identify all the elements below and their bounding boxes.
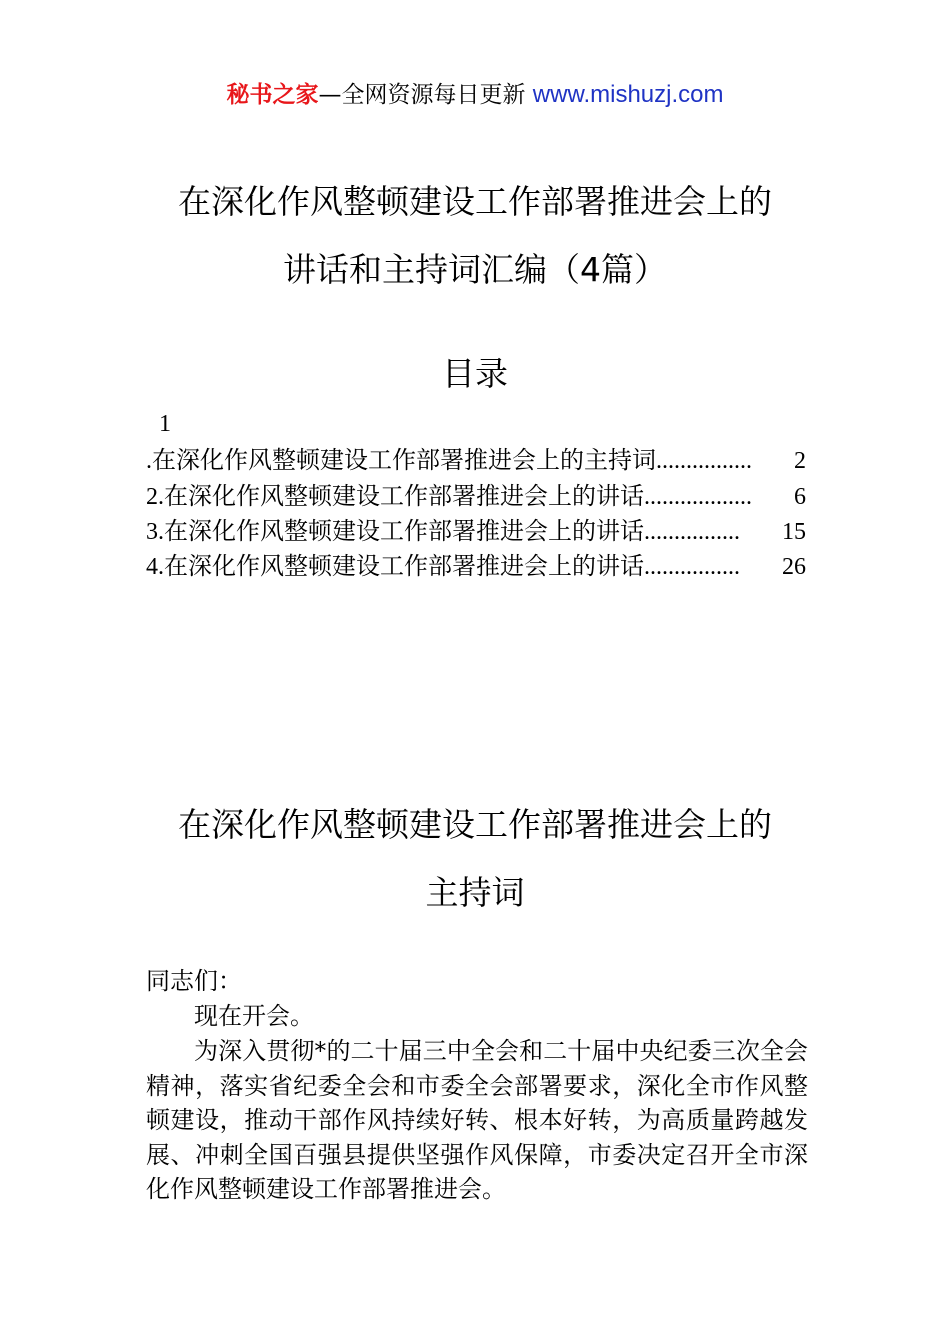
toc-heading: 目录 bbox=[442, 354, 508, 393]
toc-item[interactable] bbox=[146, 514, 806, 549]
toc-item[interactable] bbox=[146, 479, 806, 514]
document-title-line2: 讲话和主持词汇编（4篇） bbox=[283, 250, 667, 289]
toc-item-page: 6 bbox=[794, 484, 806, 510]
site-url[interactable]: www.mishuzj.com bbox=[532, 81, 724, 108]
paragraph-2: 为深入贯彻*的二十届三中全会和二十届中央纪委三次全会精神，落实省纪委全会和市委全会部署要求，深化全市作风整顿建设，推动干部作风持续好转、根本好转，为高质量跨越发展、冲刺全国百强县提供坚强作风保障，市委决定召开全市深化作风整顿建设工作部署推进会。 bbox=[146, 1037, 808, 1204]
toc-first-number: 1 bbox=[159, 411, 171, 437]
document-title-line1: 在深化作风整顿建设工作部署推进会上的 bbox=[178, 182, 772, 221]
section-title-line1: 在深化作风整顿建设工作部署推进会上的 bbox=[178, 805, 772, 844]
toc-item-text: 在深化作风整顿建设工作部署推进会上的主持词 bbox=[152, 446, 656, 474]
toc-item-text: 在深化作风整顿建设工作部署推进会上的讲话 bbox=[164, 517, 644, 545]
toc-item[interactable] bbox=[146, 443, 806, 478]
toc-item-text: 在深化作风整顿建设工作部署推进会上的讲话 bbox=[164, 552, 644, 580]
toc-item-leader: ................ bbox=[644, 519, 740, 545]
section-title-line2: 主持词 bbox=[425, 873, 525, 912]
toc-item-text: 在深化作风整顿建设工作部署推进会上的讲话 bbox=[164, 482, 644, 510]
brand-name: 秘书之家 bbox=[226, 82, 319, 108]
toc-item-number: 2. bbox=[146, 484, 164, 510]
header-tagline: —全网资源每日更新 bbox=[318, 82, 526, 108]
toc-item[interactable] bbox=[146, 549, 806, 584]
paragraph-1: 现在开会。 bbox=[194, 1002, 314, 1030]
toc-item-page: 26 bbox=[782, 554, 806, 580]
toc-item-leader: .................. bbox=[644, 484, 752, 510]
toc-item-page: 15 bbox=[782, 519, 806, 545]
toc-item-leader: ................ bbox=[656, 448, 752, 474]
toc-item-number: 3. bbox=[146, 519, 164, 545]
toc-item-number: . bbox=[146, 448, 152, 474]
greeting: 同志们： bbox=[146, 967, 242, 995]
page-header bbox=[0, 78, 950, 112]
toc-item-number: 4. bbox=[146, 554, 164, 580]
toc-item-leader: ................ bbox=[644, 554, 740, 580]
toc-item-page: 2 bbox=[794, 448, 806, 474]
